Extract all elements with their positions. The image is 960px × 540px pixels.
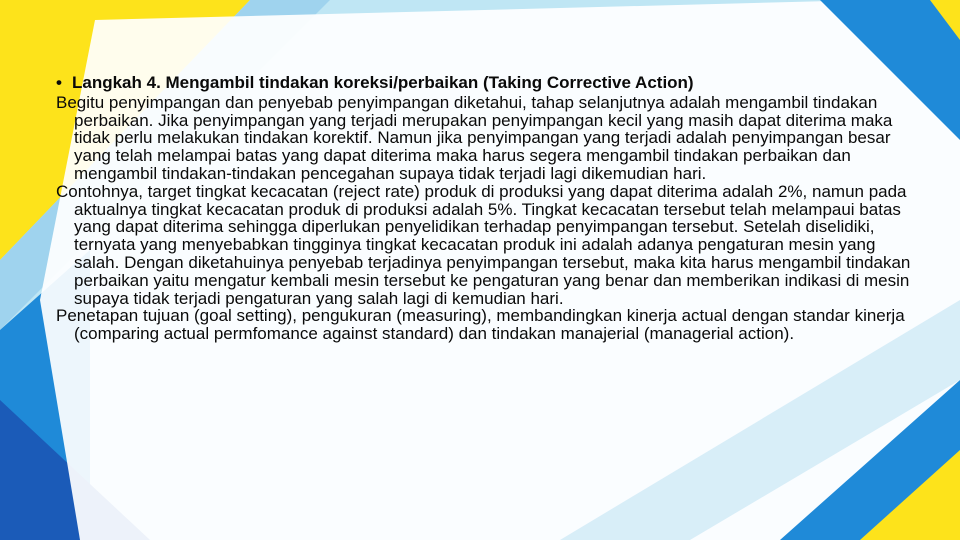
paragraph-summary: Penetapan tujuan (goal setting), pengukuran (measuring), membandingkan kinerja actual dengan standar kinerja (comparing actual permfomance against standard) dan tindakan manajerial (managerial action). <box>56 306 905 344</box>
paragraph-example: Contohnya, target tingkat kecacatan (reject rate) produk di produksi yang dapat diterima adalah 2%, namun pada aktualnya tingkat kecacatan produk di produksi adalah 5%. Tingkat kecacatan tersebut telah melampaui batas yang dapat diterima sehingga diperlukan penyelidikan terhadap penyimpangan tersebut. Setelah diselidiki, ternyata yang menyebabkan tingginya tingkat kecacatan produk ini adalah adanya pengaturan mesin yang salah. Dengan diketahuinya penyebab terjadinya penyimpangan tersebut, maka kita harus mengambil tindakan perbaikan yaitu mengatur kembali mesin tersebut ke pengaturan yang benar dan memberikan indikasi di mesin supaya tidak terjadi pengaturan yang salah lagi di kemudian hari. <box>56 181 911 308</box>
heading-text: Langkah 4. Mengambil tindakan koreksi/perbaikan (Taking Corrective Action) <box>72 73 694 92</box>
slide-heading <box>56 74 916 92</box>
slide-content <box>56 74 916 343</box>
bullet-marker: • <box>56 73 62 92</box>
paragraph-corrective-action: Begitu penyimpangan dan penyebab penyimpangan diketahui, tahap selanjutnya adalah mengambil tindakan perbaikan. Jika penyimpangan yang terjadi merupakan penyimpangan kecil yang masih dapat diterima maka tidak perlu melakukan tindakan korektif. Namun jika penyimpangan yang terjadi adalah penyimpangan besar yang telah melampai batas yang dapat diterima maka harus segera mengambil tindakan perbaikan dan mengambil tindakan-tindakan pencegahan supaya tidak terjadi lagi dikemudian hari. <box>56 92 893 183</box>
